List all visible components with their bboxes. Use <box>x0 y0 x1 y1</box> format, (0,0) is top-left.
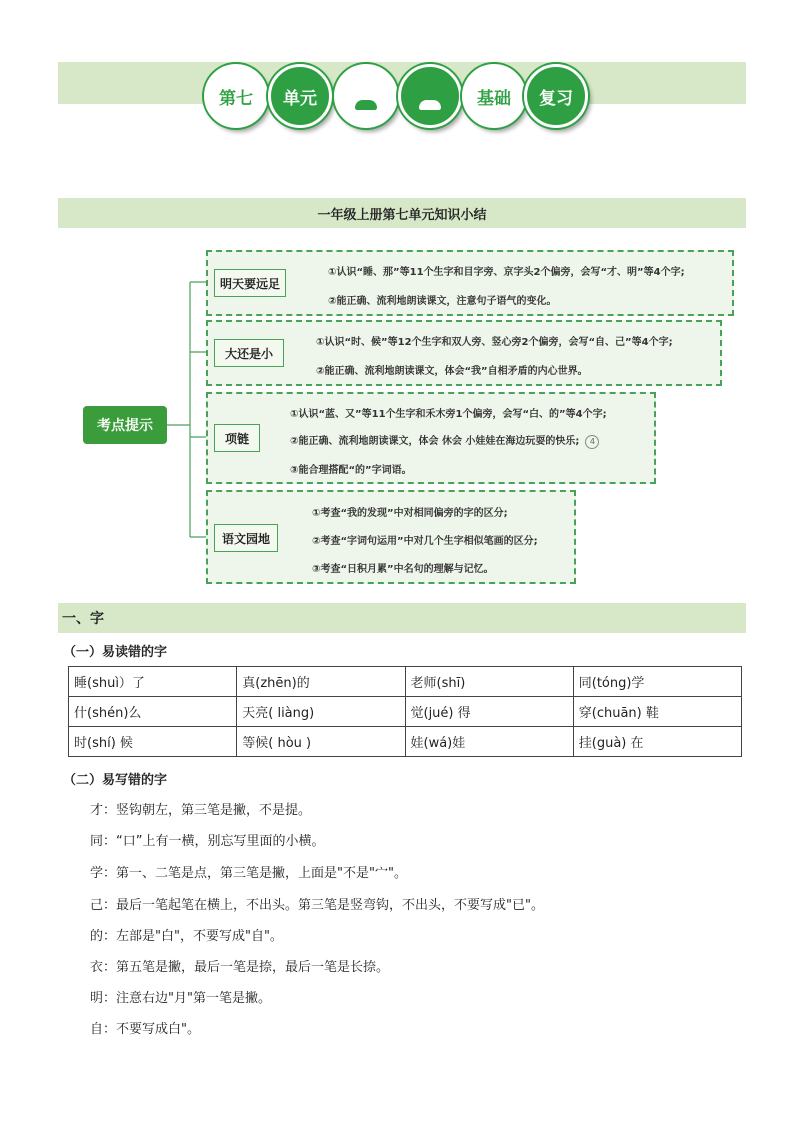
lesson-box-2 <box>206 320 722 386</box>
writing-rule: 衣：第五笔是撇，最后一笔是捺，最后一笔是长捺。 <box>90 960 390 975</box>
lesson-item: ②能正确、流利地朗读课文，体会“我”自相矛盾的内心世界。 <box>316 366 588 377</box>
table-row <box>69 667 742 697</box>
table-row <box>69 697 742 727</box>
lesson-item: ①认识“睡、那”等11个生字和目字旁、京字头2个偏旁，会写“才、明”等4个字; <box>328 267 685 278</box>
table-cell: 天亮( liàng) <box>237 697 405 727</box>
circled-number-badge: 4 <box>585 435 599 449</box>
writing-rule: 同：“口”上有一横，别忘写里面的小横。 <box>90 834 325 849</box>
mindmap-root: 考点提示 <box>83 406 167 444</box>
table-cell: 睡(shuì）了 <box>69 667 237 697</box>
lesson-name: 大还是小 <box>214 339 284 367</box>
table-row <box>69 727 742 757</box>
table-cell: 娃(wá)娃 <box>405 727 573 757</box>
lesson-box-1 <box>206 250 734 316</box>
table-cell: 等候( hòu ) <box>237 727 405 757</box>
writing-rule: 自：不要写成白"。 <box>90 1022 200 1037</box>
lesson-item: ③考查“日积月累”中名句的理解与记忆。 <box>312 564 494 575</box>
lesson-item <box>290 432 599 449</box>
lesson-box-4 <box>206 490 576 584</box>
writing-rule: 才：竖钩朝左，第三笔是撇，不是提。 <box>90 803 312 818</box>
circle-label: 第七 <box>219 88 253 109</box>
lesson-item-text: ②能正确、流利地朗读课文，体会 休会 小娃娃在海边玩耍的快乐; <box>290 436 580 447</box>
writing-rule: 己：最后一笔起笔在横上，不出头。第三笔是竖弯钩，不出头，不要写成"已"。 <box>90 898 544 913</box>
writing-rule: 学：第一、二笔是点，第三笔是撇，上面是"不是"宀"。 <box>90 866 407 881</box>
table-cell: 老师(shī) <box>405 667 573 697</box>
table-cell: 什(shén)么 <box>69 697 237 727</box>
lesson-item: ③能合理搭配“的”字词语。 <box>290 465 412 476</box>
table-cell: 时(shí) 候 <box>69 727 237 757</box>
lesson-name: 项链 <box>214 424 260 452</box>
subheading-misread: （一）易读错的字 <box>63 645 168 660</box>
lesson-item: ①认识“时、候”等12个生字和双人旁、竖心旁2个偏旁，会写“自、己”等4个字; <box>316 337 673 348</box>
table-cell: 真(zhēn)的 <box>237 667 405 697</box>
table-cell: 觉(jué) 得 <box>405 697 573 727</box>
circle-label: 复习 <box>539 88 573 109</box>
lesson-item: ①认识“蓝、又”等11个生字和禾木旁1个偏旁，会写“白、的”等4个字; <box>290 409 607 420</box>
lesson-name: 明天要远足 <box>214 269 286 297</box>
lesson-item: ②考查“字词句运用”中对几个生字相似笔画的区分; <box>312 536 538 547</box>
writing-rule: 的：左部是"白"，不要写成"自"。 <box>90 929 283 944</box>
circle-label: 基础 <box>477 88 511 109</box>
writing-rule: 明：注意右边"月"第一笔是撇。 <box>90 991 271 1006</box>
misread-words-table <box>68 666 742 757</box>
summary-title: 一年级上册第七单元知识小结 <box>58 198 746 228</box>
circle-label: 单元 <box>283 88 317 109</box>
lesson-item: ①考查“我的发现”中对相同偏旁的字的区分; <box>312 508 508 519</box>
table-cell: 同(tóng)学 <box>573 667 741 697</box>
lesson-name: 语文园地 <box>214 524 278 552</box>
section-title: 一、字 <box>58 603 746 633</box>
table-cell: 挂(guà) 在 <box>573 727 741 757</box>
lesson-item: ②能正确、流利地朗读课文，注意句子语气的变化。 <box>328 296 557 307</box>
lesson-box-3 <box>206 392 656 484</box>
subheading-miswritten: （二）易写错的字 <box>63 773 168 788</box>
table-cell: 穿(chuān) 鞋 <box>573 697 741 727</box>
